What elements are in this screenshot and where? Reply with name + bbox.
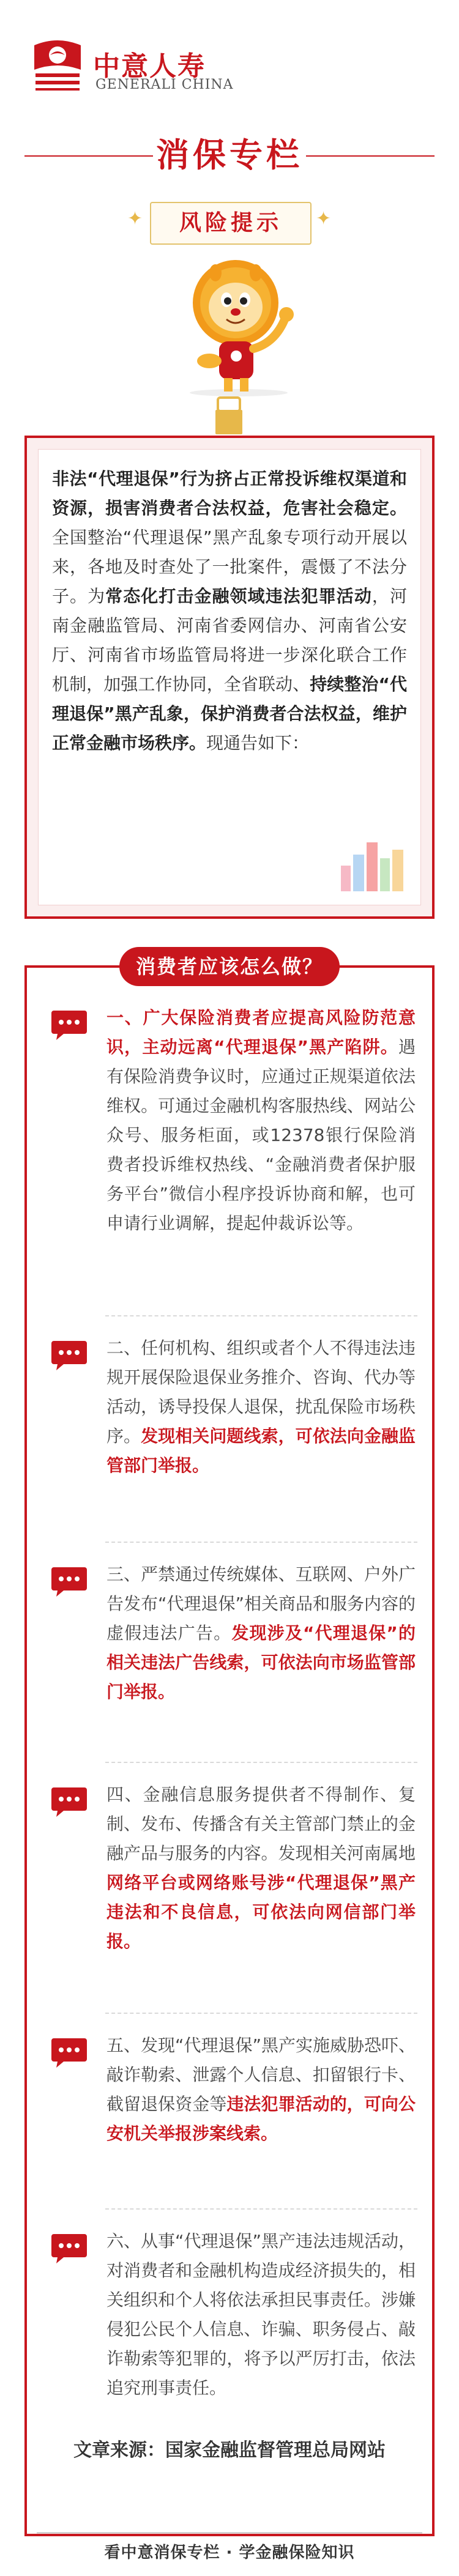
city-buildings-icon (338, 836, 406, 891)
binder-clip-icon (214, 396, 244, 437)
header (0, 0, 459, 128)
qa-item-body: 二、任何机构、组织或者个人不得违法违规开展保险退保业务推介、咨询、代办等活动，诱导投保人退保，扰乱保险市场秩序。 (106, 1338, 416, 1446)
qa-item-body: 六、从事“代理退保”黑产违法违规活动，对消费者和金融机构造成经济损失的，相关组织和个人将依法承担民事责任。涉嫌侵犯公民个人信息、诈骗、职务侵占、敲诈勒索等犯罪的，将予以严厉打击，依法追究刑事责任。 (106, 2231, 416, 2398)
intro-body: 现通告如下： (206, 733, 310, 753)
brand-name-en: GENERALI CHINA (95, 77, 234, 92)
sparkle-icon: ✦ (316, 208, 332, 229)
intro-box (24, 436, 435, 919)
chat-bubble-icon (50, 1785, 88, 1819)
intro-bold-phrase: 持续整治“代理退保”黑产乱象，保护消费者合法权益，维护正常金融市场秩序。 (52, 674, 407, 753)
intro-body: ，河南金融监管局、河南省委网信办、河南省公安厅、河南省市场监管局将进一步深化联合工作机制，加强工作协同，全省联动、 (52, 586, 407, 694)
title-divider-left (24, 155, 153, 157)
qa-item-text (106, 2031, 416, 2148)
generali-logo-icon (29, 37, 86, 93)
footer-slogan: 看中意消保专栏 · 学金融保险知识 (104, 2544, 355, 2562)
intro-inner (38, 449, 421, 905)
brand-name-cn: 中意人寿 (93, 51, 206, 82)
chat-bubble-icon (50, 1338, 88, 1373)
title-divider-right (306, 155, 435, 157)
qa-item-highlight: 违法犯罪活动的，可向公安机关举报涉案线索。 (106, 2094, 416, 2144)
risk-tag: 风险提示 (150, 202, 312, 245)
intro-bold-phrase: 常态化打击金融领域违法犯罪活动 (105, 586, 372, 606)
qa-item-body: 四、金融信息服务提供者不得制作、复制、发布、传播含有关主管部门禁止的金融产品与服务的内容。发现相关河南属地 (106, 1784, 416, 1863)
chat-bubble-icon (50, 1565, 88, 1599)
qa-item-text (106, 1560, 416, 1707)
divider (105, 2208, 417, 2210)
divider (105, 1542, 417, 1543)
qa-item-highlight: 发现相关问题线索，可依法向金融监管部门举报。 (106, 1426, 416, 1475)
lion-mascot-icon (171, 251, 306, 398)
chat-bubble-icon (50, 2036, 88, 2070)
intro-body: 全国整治“代理退保”黑产乱象专项行动开展以来，各地及时查处了一批案件，震慑了不法分子。为 (52, 527, 407, 606)
qa-item-highlight: 网络平台或网络账号涉“代理退保”黑产违法和不良信息，可依法向网信部门举报。 (106, 1873, 416, 1951)
qa-item-text (106, 2227, 416, 2403)
qa-item-highlight: 一、广大保险消费者应提高风险防范意识，主动远离“代理退保”黑产陷阱。 (106, 1008, 416, 1057)
sparkle-icon: ✦ (127, 208, 143, 229)
divider (105, 1762, 417, 1763)
qa-label: 消费者应该怎么做？ (119, 947, 340, 986)
qa-item-body: 遇有保险消费争议时，应通过正规渠道依法维权。可通过金融机构客服热线、网站公众号、服务柜面，或12378银行保险消费者投诉维权热线、“金融消费者保护服务平台”微信小程序投诉协商和解，也可申请行业调解，提起仲裁诉讼等。 (106, 1037, 416, 1233)
divider (105, 2013, 417, 2014)
divider (105, 1315, 417, 1316)
qa-item-body: 五、发现“代理退保”黑产实施威胁恐吓、敲诈勒索、泄露个人信息、扣留银行卡、截留退保资金等 (106, 2035, 416, 2114)
intro-lead-bold: 非法“代理退保”行为挤占正常投诉维权渠道和资源，损害消费者合法权益，危害社会稳定。 (52, 469, 407, 518)
qa-item-body: 三、严禁通过传统媒体、互联网、户外广告发布“代理退保”相关商品和服务内容的虚假违法广告。 (106, 1564, 416, 1643)
chat-bubble-icon (50, 2232, 88, 2266)
title-section (0, 131, 459, 180)
qa-item-text (106, 1780, 416, 1956)
chat-bubble-icon (50, 1008, 88, 1042)
intro-text (52, 464, 407, 758)
qa-item-highlight: 发现涉及“代理退保”的相关违法广告线索，可依法向市场监管部门举报。 (106, 1623, 416, 1702)
qa-item-text (106, 1334, 416, 1480)
article-source: 文章来源：国家金融监督管理总局网站 (73, 2440, 386, 2461)
page-title: 消保专栏 (156, 136, 303, 174)
qa-item-text (106, 1003, 416, 1238)
